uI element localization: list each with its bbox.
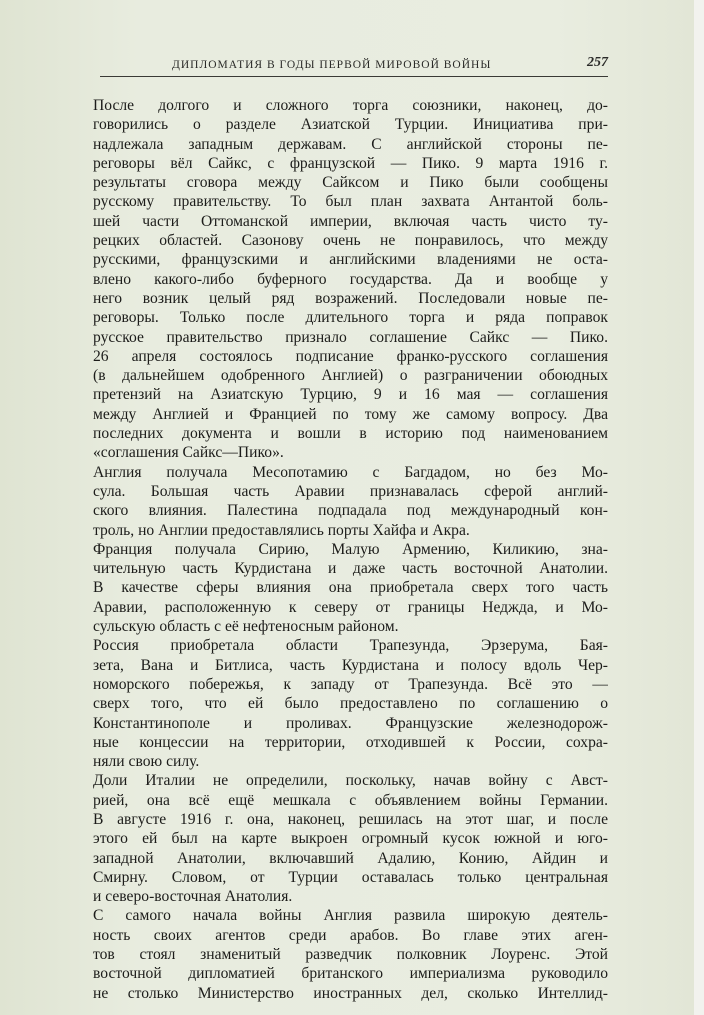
text-line: С самого начала войны Англия развила широкую деятель-	[93, 907, 608, 925]
text-line: результаты сговора между Сайксом и Пико были сообщены	[93, 174, 608, 192]
text-line: Константинополе и проливах. Французские железнодорож-	[93, 714, 608, 732]
text-line: претензий на Азиатскую Турцию, 9 и 16 мая — соглашения	[93, 386, 608, 404]
text-line: между Англией и Францией по тому же самому вопросу. Два	[93, 405, 608, 423]
text-line: сверх того, что ей было предоставлено по соглашению о	[93, 695, 608, 713]
running-title: ДИПЛОМАТИЯ В ГОДЫ ПЕРВОЙ МИРОВОЙ ВОЙНЫ	[172, 59, 492, 71]
text-line: тов стоял знаменитый разведчик полковник Лоуренс. Этой	[93, 946, 608, 964]
text-line: троль, но Англии предоставлялись порты Хайфа и Акра.	[93, 521, 470, 539]
text-line: В августе 1916 г. она, наконец, решилась на этот шаг, и после	[93, 810, 608, 828]
text-line: чительную часть Курдистана и даже часть восточной Анатолии.	[93, 560, 608, 578]
page-number: 257	[587, 55, 608, 70]
text-line: сула. Большая часть Аравии признавалась сферой англий-	[93, 482, 608, 500]
text-line: русское правительство признало соглашение Сайкс — Пико.	[93, 328, 608, 346]
text-line: влено какого-либо буферного государства. Да и вообще у	[93, 270, 608, 288]
text-line: него возник целый ряд возражений. Последовали новые пе-	[93, 289, 608, 307]
paragraph	[93, 540, 608, 636]
text-line: надлежала западным державам. С английской стороны пе-	[93, 135, 608, 153]
paragraph	[93, 771, 608, 906]
text-line: реговоры вёл Сайкс, с французской — Пико. 9 марта 1916 г.	[93, 154, 608, 172]
text-line: русскими, французскими и английскими владениями не оста-	[93, 251, 608, 269]
text-line: (в дальнейшем одобренного Англией) о разграничении обоюдных	[93, 367, 608, 385]
text-line: не столько Министерство иностранных дел, сколько Интеллид-	[93, 984, 608, 1002]
text-line: Россия приобретала области Трапезунда, Эрзерума, Бая-	[93, 637, 608, 655]
paragraph	[93, 96, 608, 463]
text-line: Смирну. Словом, от Турции оставалась только центральная	[93, 868, 608, 886]
text-line: этого ей был на карте выкроен огромный кусок южной и юго-	[93, 830, 608, 848]
header-rule	[100, 76, 608, 77]
running-head	[100, 55, 608, 75]
text-line: западной Анатолии, включавший Адалию, Конию, Айдин и	[93, 849, 608, 867]
paragraph	[93, 906, 608, 1002]
text-line: Франция получала Сирию, Малую Армению, Киликию, зна-	[93, 540, 608, 558]
text-line: шей части Оттоманской империи, включая часть чисто ту-	[93, 212, 608, 230]
text-line: ные концессии на территории, отходившей к России, сохра-	[93, 733, 608, 751]
text-line: последних документа и вошли в историю под наименованием	[93, 425, 608, 443]
body-text	[93, 96, 608, 1003]
text-line: сульскую область с её нефтеносным районом.	[93, 618, 399, 636]
text-line: русскому правительству. То был план захвата Антантой боль-	[93, 193, 608, 211]
text-line: говорились о разделе Азиатской Турции. Инициатива при-	[93, 116, 608, 134]
text-line: ского влияния. Палестина подпадала под международный кон-	[93, 502, 608, 520]
paragraph	[93, 463, 608, 540]
text-line: Доли Италии не определили, поскольку, начав войну с Авст-	[93, 772, 608, 790]
text-line: реговоры. Только после длительного торга и ряда поправок	[93, 309, 608, 327]
text-line: Аравии, расположенную к северу от границы Неджда, и Мо-	[93, 598, 608, 616]
text-line: номорского побережья, к западу от Трапезунда. Всё это —	[93, 675, 608, 693]
text-line: зета, Вана и Битлиса, часть Курдистана и полосу вдоль Чер-	[93, 656, 608, 674]
paragraph	[93, 636, 608, 771]
text-line: Англия получала Месопотамию с Багдадом, но без Мо-	[93, 463, 608, 481]
text-line: няли свою силу.	[93, 753, 200, 771]
text-line: ность своих агентов среди арабов. Во главе этих аген-	[93, 926, 608, 944]
text-line: восточной дипломатией британского империализма руководило	[93, 965, 608, 983]
text-line: и северо-восточная Анатолия.	[93, 888, 293, 906]
text-line: рией, она всё ещё мешкала с объявлением войны Германии.	[93, 791, 608, 809]
text-line: 26 апреля состоялось подписание франко-русского соглашения	[93, 347, 608, 365]
text-line: В качестве сферы влияния она приобретала сверх того часть	[93, 579, 608, 597]
text-line: рецких областей. Сазонову очень не понравилось, что между	[93, 232, 608, 250]
text-line: После долгого и сложного торга союзники, наконец, до-	[93, 97, 608, 114]
page-edge	[694, 0, 704, 1015]
text-line: «соглашения Сайкс—Пико».	[93, 444, 284, 462]
